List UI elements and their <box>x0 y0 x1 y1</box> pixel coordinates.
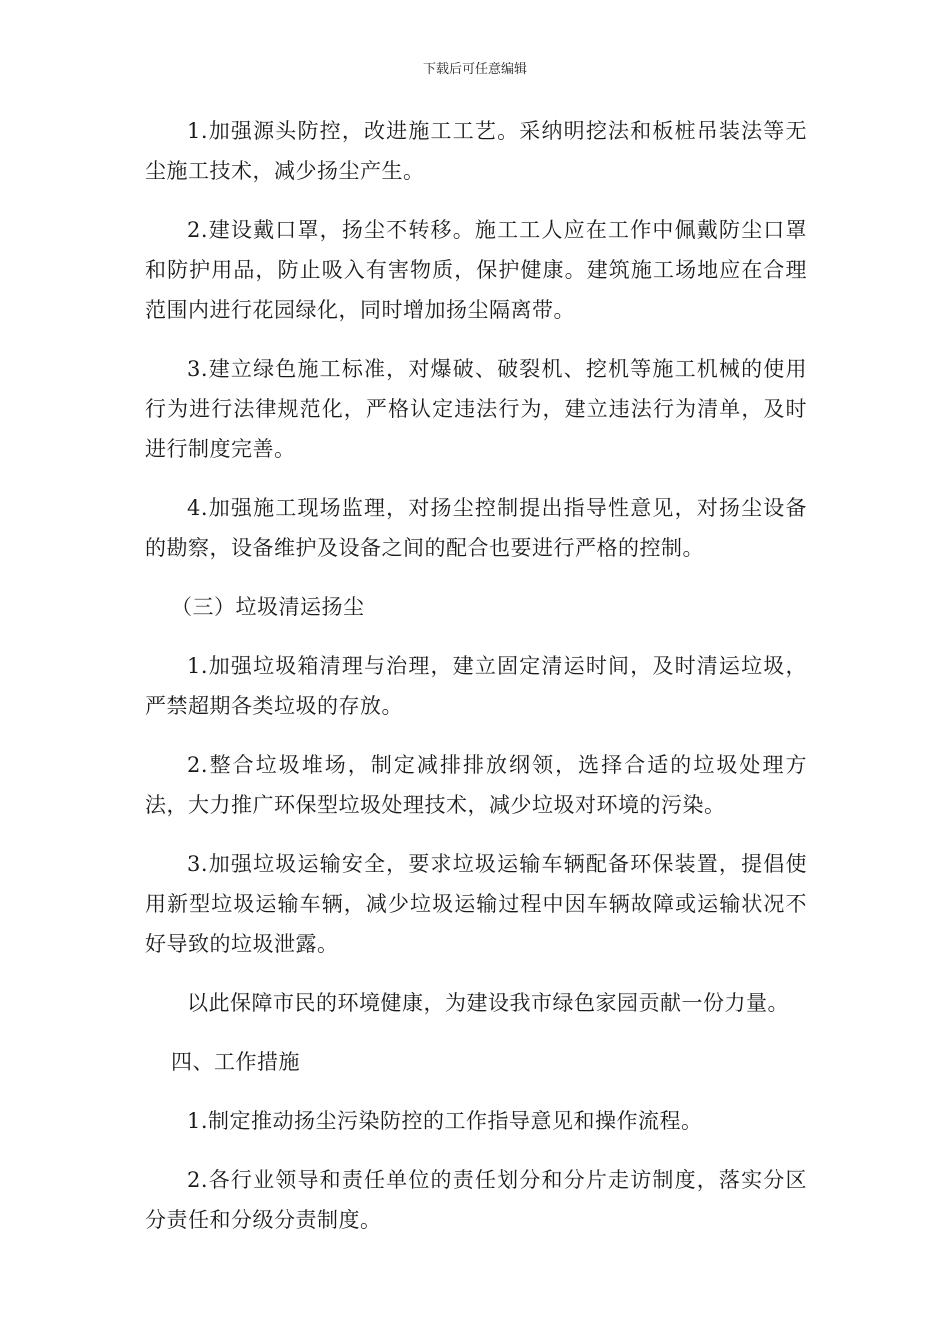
paragraph: 3.建立绿色施工标准，对爆破、破裂机、挖机等施工机械的使用行为进行法律规范化，严格认定违法行为，建立违法行为清单，及时进行制度完善。 <box>145 357 807 461</box>
paragraph: 2.整合垃圾堆场，制定减排排放纲领，选择合适的垃圾处理方法，大力推广环保型垃圾处理技术，减少垃圾对环境的污染。 <box>145 753 807 817</box>
paragraph: 1.加强源头防控，改进施工工艺。采纳明挖法和板桩吊装法等无尘施工技术，减少扬尘产生。 <box>145 119 807 183</box>
paragraph: 1.加强垃圾箱清理与治理，建立固定清运时间，及时清运垃圾，严禁超期各类垃圾的存放。 <box>145 654 807 718</box>
paragraph: 3.加强垃圾运输安全，要求垃圾运输车辆配备环保装置，提倡使用新型垃圾运输车辆，减少垃圾运输过程中因车辆故障或运输状况不好导致的垃圾泄露。 <box>145 852 807 956</box>
page-header: 下载后可任意编辑 <box>422 62 527 77</box>
paragraph: 2.各行业领导和责任单位的责任划分和分片走访制度，落实分区分责任和分级分责制度。 <box>145 1168 807 1232</box>
paragraph: 1.制定推动扬尘污染防控的工作指导意见和操作流程。 <box>187 1109 703 1133</box>
section-heading: （三）垃圾清运扬尘 <box>171 595 365 619</box>
document-body <box>145 111 807 1259</box>
paragraph: 2.建设戴口罩，扬尘不转移。施工工人应在工作中佩戴防尘口罩和防护用品，防止吸入有害物质，保护健康。建筑施工场地应在合理范围内进行花园绿化，同时增加扬尘隔离带。 <box>145 218 807 322</box>
paragraph: 4.加强施工现场监理，对扬尘控制提出指导性意见，对扬尘设备的勘察，设备维护及设备之间的配合也要进行严格的控制。 <box>145 496 807 560</box>
paragraph: 以此保障市民的环境健康，为建设我市绿色家园贡献一份力量。 <box>187 991 789 1015</box>
section-heading: 四、工作措施 <box>171 1050 300 1074</box>
